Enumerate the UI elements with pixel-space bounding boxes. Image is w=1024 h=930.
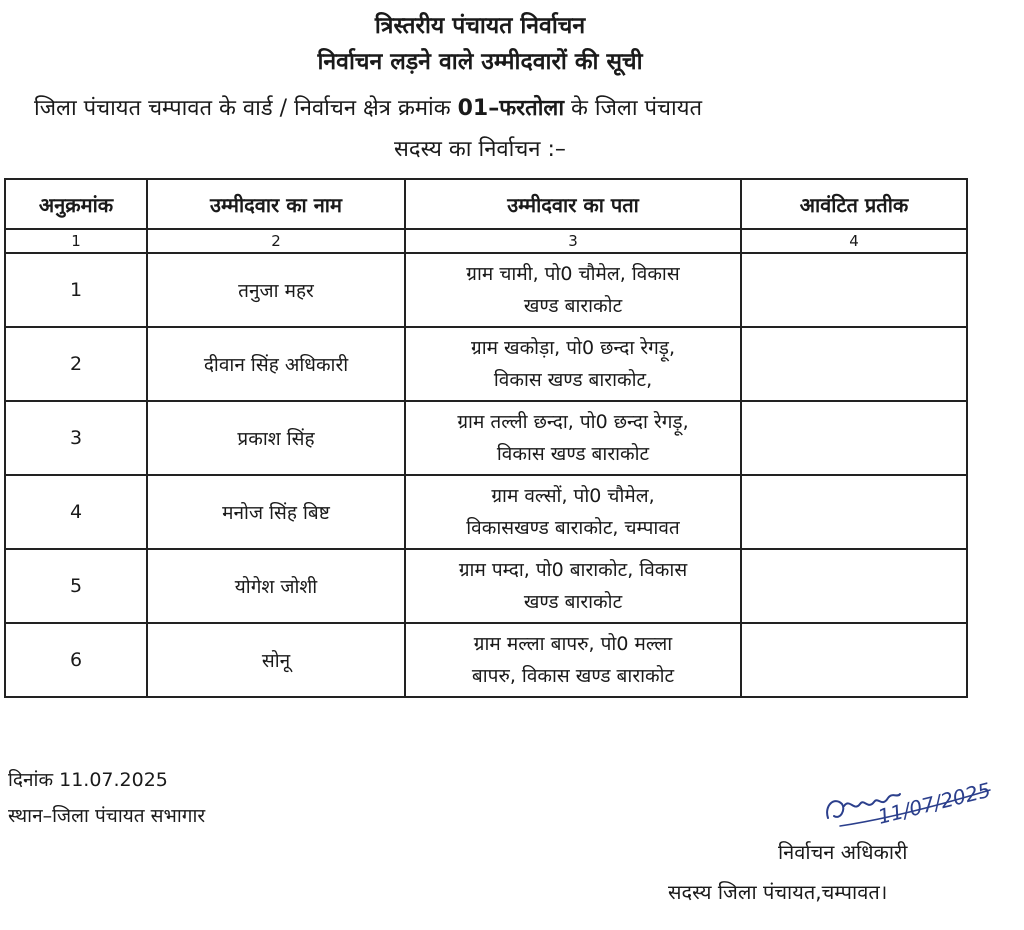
serial-number: 1	[5, 253, 147, 327]
candidate-address	[405, 253, 741, 327]
column-number-row	[5, 229, 967, 253]
serial-number: 5	[5, 549, 147, 623]
address-line: विकासखण्ड बाराकोट, चम्पावत	[466, 517, 680, 539]
address-line: ग्राम मल्ला बापरु, पो0 मल्ला	[473, 633, 673, 655]
officer-signature	[820, 768, 1010, 838]
election-description-line1	[34, 92, 702, 122]
table-row	[5, 475, 967, 549]
address-line: विकास खण्ड बाराकोट	[496, 443, 650, 465]
serial-number: 6	[5, 623, 147, 697]
address-line: बापरु, विकास खण्ड बाराकोट	[471, 665, 675, 687]
allotted-symbol	[741, 549, 967, 623]
issue-place: स्थान–जिला पंचायत सभागार	[8, 805, 206, 827]
candidate-address	[405, 549, 741, 623]
ward-text-prefix: जिला पंचायत चम्पावत के वार्ड / निर्वाचन क्षेत्र क्रमांक	[34, 96, 458, 121]
allotted-symbol	[741, 475, 967, 549]
allotted-symbol	[741, 253, 967, 327]
address-line: खण्ड बाराकोट	[523, 591, 623, 613]
header-candidate-address: उम्मीदवार का पता	[405, 179, 741, 229]
allotted-symbol	[741, 401, 967, 475]
header-allotted-symbol: आवंटित प्रतीक	[741, 179, 967, 229]
candidate-name: मनोज सिंह बिष्ट	[147, 475, 405, 549]
serial-number: 3	[5, 401, 147, 475]
candidate-address	[405, 401, 741, 475]
header-serial-no: अनुक्रमांक	[5, 179, 147, 229]
column-number: 2	[147, 229, 405, 253]
table-row	[5, 549, 967, 623]
signature-date: 11/07/2025	[875, 777, 994, 829]
candidate-address	[405, 623, 741, 697]
address-line: ग्राम पम्दा, पो0 बाराकोट, विकास	[458, 559, 688, 581]
address-line: विकास खण्ड बाराकोट,	[493, 369, 653, 391]
address-line: ग्राम वल्सों, पो0 चौमेल,	[491, 485, 655, 507]
column-number: 1	[5, 229, 147, 253]
address-line: ग्राम खकोड़ा, पो0 छन्दा रेगड़ू,	[470, 337, 675, 359]
candidate-name: प्रकाश सिंह	[147, 401, 405, 475]
allotted-symbol	[741, 327, 967, 401]
ward-number: 01–फरतोला	[457, 96, 565, 121]
document-subtitle: निर्वाचन लड़ने वाले उम्मीदवारों की सूची	[317, 49, 643, 75]
allotted-symbol	[741, 623, 967, 697]
column-number: 3	[405, 229, 741, 253]
issue-date: दिनांक 11.07.2025	[8, 769, 168, 791]
officer-title: निर्वाचन अधिकारी	[778, 840, 908, 864]
table-row	[5, 401, 967, 475]
candidate-name: योगेश जोशी	[147, 549, 405, 623]
table-header-row	[5, 179, 967, 229]
candidate-table	[4, 178, 968, 698]
document-title: त्रिस्तरीय पंचायत निर्वाचन	[374, 13, 586, 39]
officer-office: सदस्य जिला पंचायत,चम्पावत।	[668, 880, 888, 904]
serial-number: 2	[5, 327, 147, 401]
table-row	[5, 623, 967, 697]
column-number: 4	[741, 229, 967, 253]
ward-text-suffix: के जिला पंचायत	[564, 96, 703, 121]
candidate-address	[405, 475, 741, 549]
address-line: ग्राम तल्ली छन्दा, पो0 छन्दा रेगड़ू,	[457, 411, 689, 433]
candidate-address	[405, 327, 741, 401]
header-candidate-name: उम्मीदवार का नाम	[147, 179, 405, 229]
serial-number: 4	[5, 475, 147, 549]
table-row	[5, 253, 967, 327]
candidate-name: तनुजा महर	[147, 253, 405, 327]
candidate-name: दीवान सिंह अधिकारी	[147, 327, 405, 401]
table-row	[5, 327, 967, 401]
address-line: खण्ड बाराकोट	[523, 295, 623, 317]
address-line: ग्राम चामी, पो0 चौमेल, विकास	[466, 263, 680, 285]
candidate-name: सोनू	[147, 623, 405, 697]
election-description-line2: सदस्य का निर्वाचन :–	[394, 137, 566, 162]
